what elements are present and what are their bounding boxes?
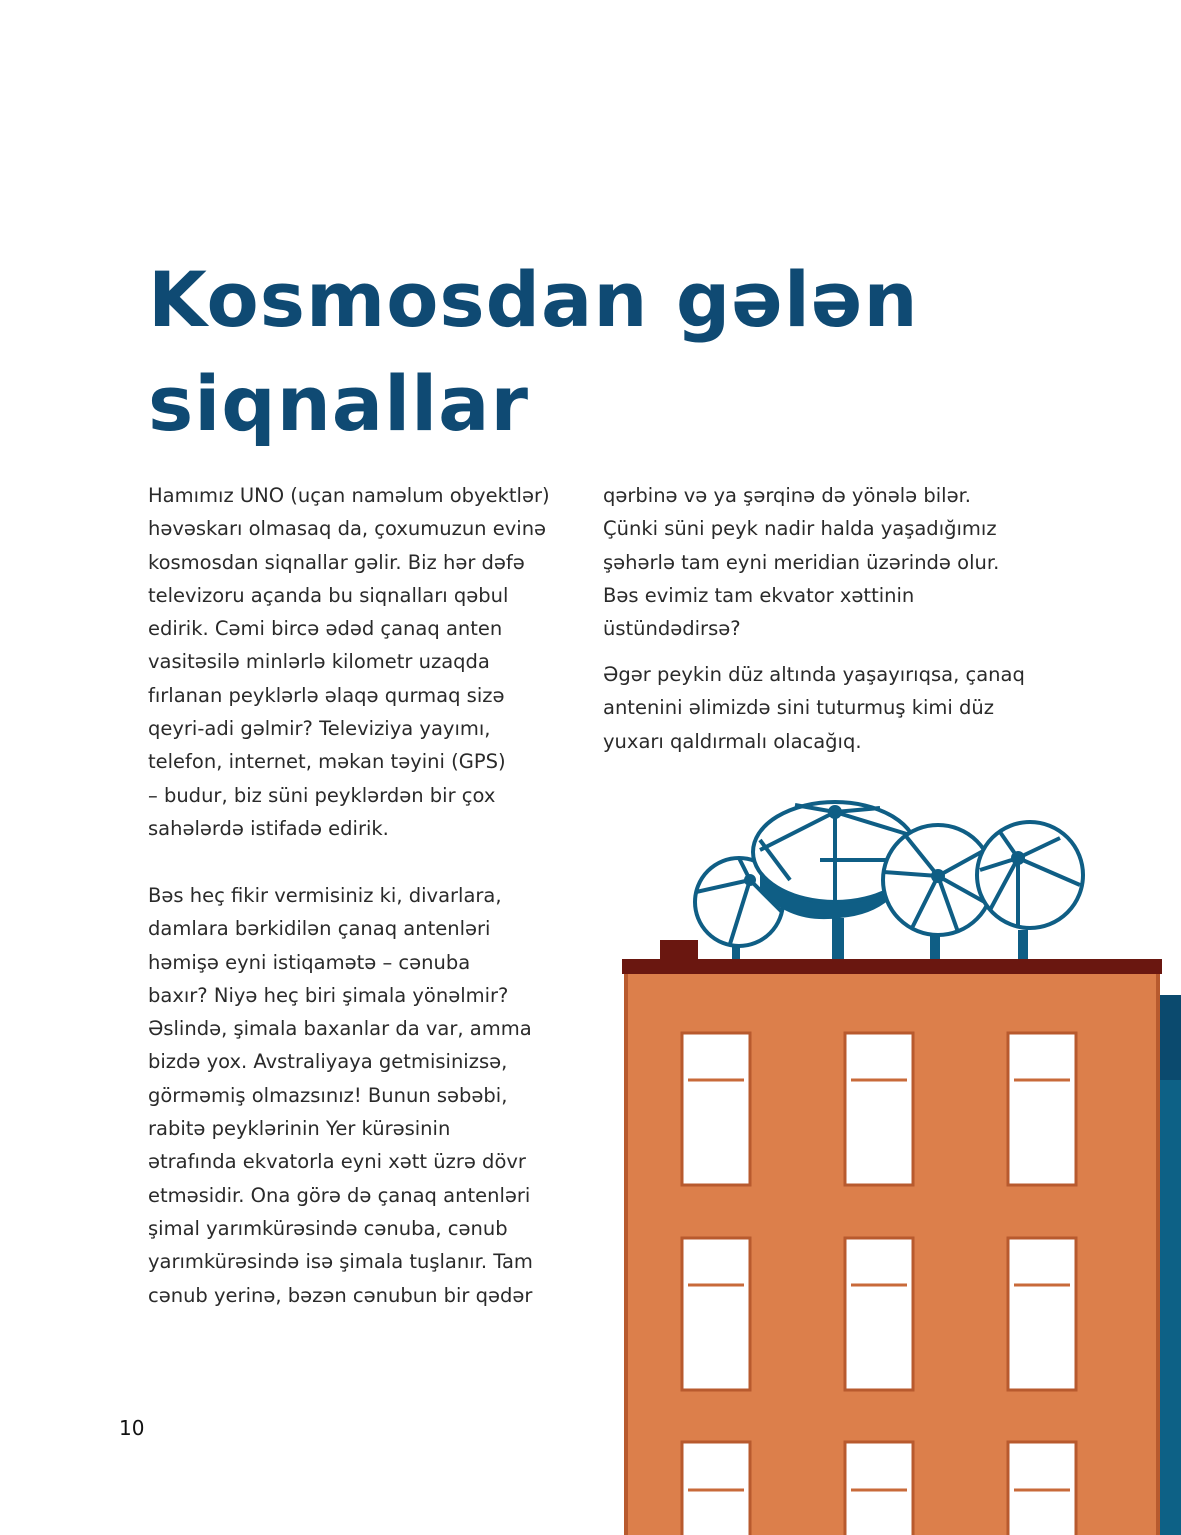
page-number: 10 <box>119 1416 145 1440</box>
text-line: Bəs heç fikir vermisiniz ki, divarlara, <box>148 884 502 907</box>
page-title <box>148 248 919 456</box>
text-line: rabitə peyklərinin Yer kürəsinin <box>148 1117 451 1141</box>
text-line: Bəs evimiz tam ekvator xəttinin <box>603 583 915 607</box>
text-line: etməsidir. Ona görə də çanaq antenləri <box>148 1183 531 1207</box>
building-illustration <box>600 790 1181 1535</box>
text-line: yuxarı qaldırmalı olacağıq. <box>603 729 862 753</box>
title-line: Kosmosdan gələn <box>148 255 919 344</box>
text-line: qeyri-adi gəlmir? Televiziya yayımı, <box>148 717 491 741</box>
neighbor-building <box>1160 995 1181 1535</box>
text-line: – budur, biz süni peyklərdən bir çox <box>148 783 496 807</box>
text-line: Hamımız UNO (uçan naməlum obyektlər) <box>148 484 550 507</box>
text-line: həvəskarı olmasaq da, çoxumuzun evinə <box>148 517 547 541</box>
right-paragraph-1 <box>603 479 999 645</box>
text-line: yarımkürəsində isə şimala tuşlanır. Tam <box>148 1250 533 1274</box>
left-paragraph-1 <box>148 479 550 845</box>
text-line: həmişə eyni istiqamətə – cənuba <box>148 950 471 974</box>
chimney <box>660 940 698 962</box>
text-line: fırlanan peyklərlə əlaqə qurmaq sizə <box>148 683 505 707</box>
text-line: sahələrdə istifadə edirik. <box>148 816 389 840</box>
text-line: ətrafında ekvatorla eyni xətt üzrə dövr <box>148 1150 526 1174</box>
right-paragraph-2 <box>603 658 1025 758</box>
left-paragraph-2 <box>148 879 533 1312</box>
text-line: televizoru açanda bu siqnalları qəbul <box>148 583 509 607</box>
windows <box>682 1033 1076 1535</box>
text-line: vasitəsilə minlərlə kilometr uzaqda <box>148 650 490 674</box>
text-line: bizdə yox. Avstraliyaya getmisinizsə, <box>148 1050 508 1074</box>
satellite-dish-icon <box>695 802 1083 962</box>
text-line: Əslində, şimala baxanlar da var, amma <box>148 1017 532 1041</box>
text-line: qərbinə və ya şərqinə də yönələ bilər. <box>603 484 971 507</box>
text-line: şəhərlə tam eyni meridian üzərində olur. <box>603 550 1000 574</box>
text-line: baxır? Niyə heç biri şimala yönəlmir? <box>148 983 509 1007</box>
text-line: kosmosdan siqnallar gəlir. Biz hər dəfə <box>148 550 525 574</box>
roof <box>622 959 1162 974</box>
text-line: üstündədirsə? <box>603 617 741 641</box>
text-line: görməmiş olmazsınız! Bunun səbəbi, <box>148 1083 508 1107</box>
text-line: edirik. Cəmi bircə ədəd çanaq anten <box>148 617 503 641</box>
text-line: cənub yerinə, bəzən cənubun bir qədər <box>148 1283 533 1307</box>
text-line: antenini əlimizdə sini tuturmuş kimi düz <box>603 696 994 720</box>
text-line: Əgər peykin düz altında yaşayırıqsa, çanaq <box>603 663 1025 686</box>
text-line: Çünki süni peyk nadir halda yaşadığımız <box>603 517 997 541</box>
title-line: siqnallar <box>148 359 529 448</box>
text-line: şimal yarımkürəsində cənuba, cənub <box>148 1216 508 1240</box>
text-line: damlara bərkidilən çanaq antenləri <box>148 917 491 941</box>
text-line: telefon, internet, məkan təyini (GPS) <box>148 750 506 774</box>
